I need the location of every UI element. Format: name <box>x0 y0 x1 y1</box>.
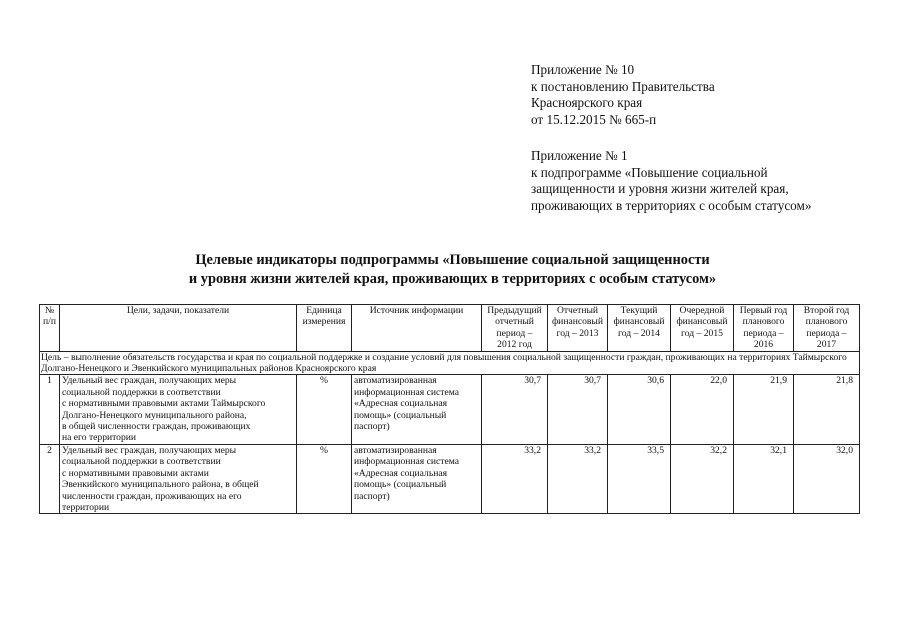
indicator-cell: Удельный вес граждан, получающих меры социальной поддержки в соответствии с нормативными правовыми актами Таймырского Долгано-Ненецкого муниципального района, в общей численности граждан, проживающих на его территории <box>60 375 297 444</box>
header-cell-2015: Очередной финансовый год – 2015 <box>671 305 734 352</box>
title-line: Целевые индикаторы подпрограммы «Повышение социальной защищенности <box>195 252 710 268</box>
annex-10-line: Приложение № 10 <box>531 62 635 77</box>
row-number: 1 <box>40 375 60 444</box>
value-2012: 30,7 <box>482 375 548 444</box>
header-cell-2014: Текущий финансовый год – 2014 <box>608 305 671 352</box>
annex-1-line: к подпрограмме «Повышение социальной <box>531 164 768 180</box>
unit-cell: % <box>297 375 352 444</box>
header-cell-source: Источник информации <box>352 305 482 352</box>
value-2014: 33,5 <box>608 444 671 513</box>
value-2014: 30,6 <box>608 375 671 444</box>
value-2013: 30,7 <box>548 375 608 444</box>
header-cell-2016: Первый год планового периода – 2016 <box>734 305 794 352</box>
annex-10-line: к постановлению Правительства <box>531 78 715 94</box>
table-row <box>40 375 860 444</box>
row-number: 2 <box>40 444 60 513</box>
source-cell: автоматизированная информационная система «Адресная социальная помощь» (социальный паспорт) <box>352 375 482 444</box>
table-header-row <box>40 305 860 352</box>
annex-1-line: Приложение № 1 <box>531 148 628 163</box>
unit-cell: % <box>297 444 352 513</box>
value-2015: 32,2 <box>671 444 734 513</box>
goal-cell: Цель – выполнение обязательств государства и края по социальной поддержке и создание условий для повышения социальной защищенности граждан, проживающих на территориях Таймырского Долгано-Ненецкого и Эвенкийского муниципальных районов Красноярского края <box>40 351 860 375</box>
header-cell-2013: Отчетный финансовый год – 2013 <box>548 305 608 352</box>
header-cell-indicator: Цели, задачи, показатели <box>60 305 297 352</box>
annex-10-line: Красноярского края <box>531 95 643 111</box>
value-2015: 22,0 <box>671 375 734 444</box>
header-cell-number: № п/п <box>40 305 60 352</box>
value-2017: 21,8 <box>794 375 860 444</box>
indicator-cell: Удельный вес граждан, получающих меры социальной поддержки в соответствии с нормативными правовыми актами Эвенкийского муниципального района, в общей численности граждан, проживающих на его территории <box>60 444 297 513</box>
annex-1-line: проживающих в территориях с особым статусом» <box>531 197 812 213</box>
annex-10-block <box>531 62 715 128</box>
value-2012: 33,2 <box>482 444 548 513</box>
indicators-table <box>39 304 860 514</box>
header-cell-2017: Второй год планового периода – 2017 <box>794 305 860 352</box>
annex-1-block <box>531 148 811 214</box>
annex-10-line: от 15.12.2015 № 665-п <box>531 111 657 127</box>
value-2016: 21,9 <box>734 375 794 444</box>
header-cell-unit: Единица измерения <box>297 305 352 352</box>
header-cell-2012: Предыдущий отчетный период – 2012 год <box>482 305 548 352</box>
goal-row <box>40 351 860 375</box>
table-row <box>40 444 860 513</box>
value-2013: 33,2 <box>548 444 608 513</box>
document-title <box>0 251 905 288</box>
source-cell: автоматизированная информационная система «Адресная социальная помощь» (социальный паспорт) <box>352 444 482 513</box>
value-2016: 32,1 <box>734 444 794 513</box>
title-line: и уровня жизни жителей края, проживающих в территориях с особым статусом» <box>188 270 717 287</box>
annex-1-line: защищенности и уровня жизни жителей края, <box>531 181 789 197</box>
value-2017: 32,0 <box>794 444 860 513</box>
